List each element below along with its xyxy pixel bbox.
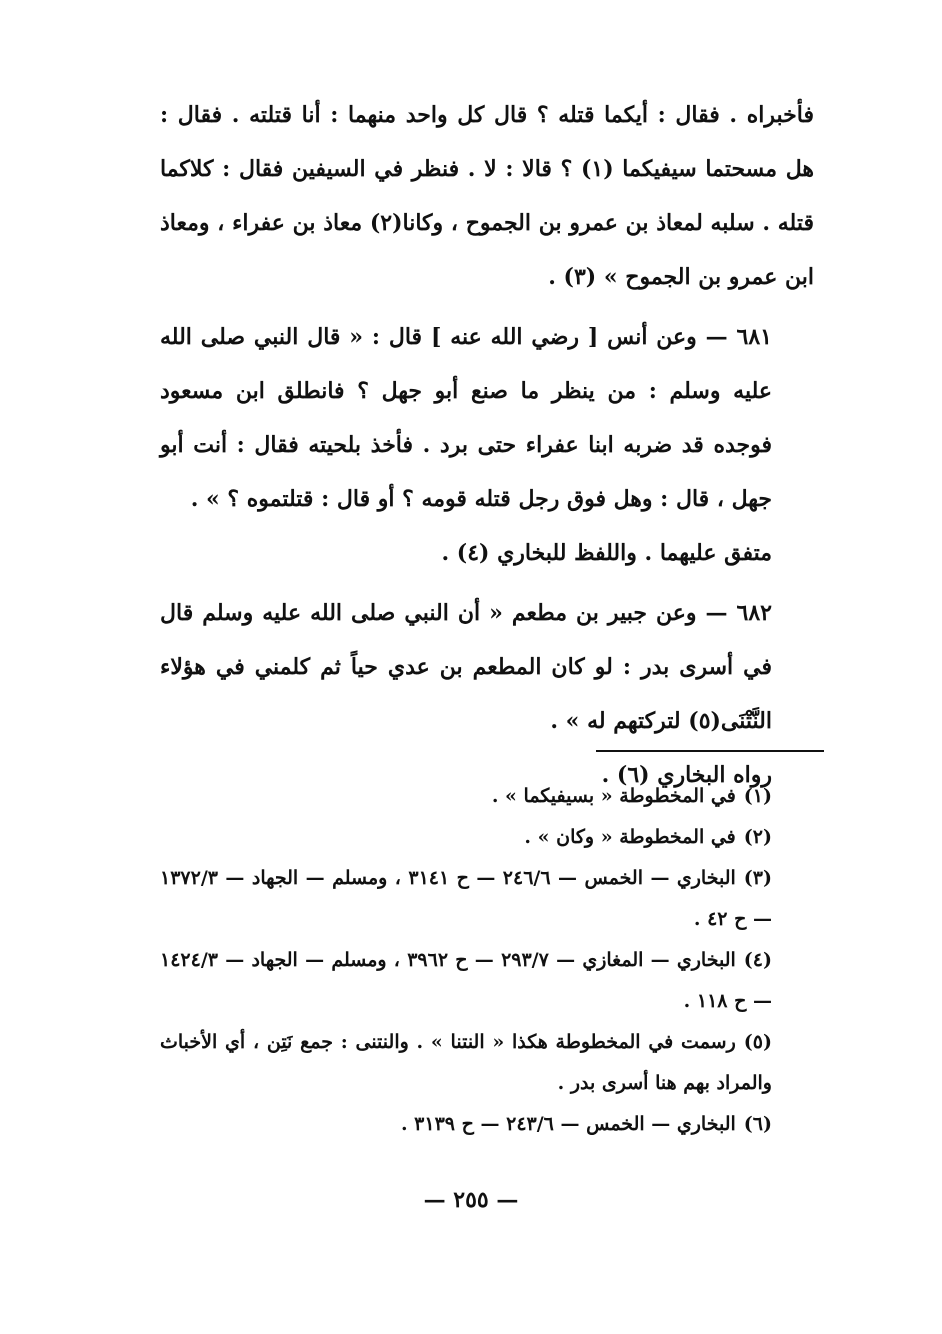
footnote-3: [160, 858, 814, 940]
attribution-681: متفق عليهما . واللفظ للبخاري (٤) .: [441, 540, 772, 566]
footnote-number: (٤): [743, 949, 773, 971]
footnote-text: رسمت في المخطوطة هكذا « النتنا » . والنتنى : جمع نَتِن ، أي الأخباث والمراد بهم هنا أسرى بدر .: [160, 1031, 772, 1094]
footnote-number: (٣): [743, 867, 773, 889]
footnote-6: [160, 1104, 814, 1145]
page-number: — ٢٥٥ —: [423, 1187, 519, 1213]
footnote-text: البخاري — الخمس — ٢٤٣/٦ — ح ٣١٣٩ .: [400, 1113, 736, 1135]
footnote-5: [160, 1022, 814, 1104]
footnote-1: [160, 776, 814, 817]
footnote-number: (١): [743, 785, 772, 807]
main-text-body: [160, 88, 814, 802]
footnote-text: في المخطوطة « وكان » .: [524, 826, 736, 848]
footnotes: [160, 776, 814, 1145]
hadith-682: ٦٨٢ — وعن جبير بن مطعم « أن النبي صلى الله عليه وسلم قال في أسرى بدر : لو كان المطعم بن عدي حياً ثم كلمني في هؤلاء النَّتْنَى(٥) لتركتهم له » .: [160, 600, 772, 734]
footnote-number: (٦): [743, 1113, 772, 1135]
footnote-text: في المخطوطة « بسيفيكما » .: [491, 785, 736, 807]
footnote-text: البخاري — الخمس — ٢٤٦/٦ — ح ٣١٤١ ، ومسلم — الجهاد — ١٣٧٢/٣ — ح ٤٢ .: [160, 867, 772, 930]
hadith-681: ٦٨١ — وعن أنس [ رضي الله عنه ] قال : « قال النبي صلى الله عليه وسلم : من ينظر ما صنع أبو جهل ؟ فانطلق ابن مسعود فوجده قد ضربه ابنا عفراء حتى برد . فأخذ بلحيته فقال : أنت أبو جهل ، قال : وهل فوق رجل قتله قومه ؟ أو قال : قتلتموه ؟ » .: [160, 324, 772, 512]
footnote-separator: [596, 750, 824, 752]
footnote-text: البخاري — المغازي — ٢٩٣/٧ — ح ٣٩٦٢ ، ومسلم — الجهاد — ١٤٢٤/٣ — ح ١١٨ .: [160, 949, 772, 1012]
footnote-4: [160, 940, 814, 1022]
footnote-2: [160, 817, 814, 858]
paragraph-continuation: فأخبراه . فقال : أيكما قتله ؟ قال كل واحد منهما : أنا قتلته . فقال : هل مسحتما سيفيكما (١) ؟ قالا : لا . فنظر في السيفين فقال : كلاكما قتله . سلبه لمعاذ بن عمرو بن الجموح ، وكانا(٢) معاذ بن عفراء ، ومعاذ ابن عمرو بن الجموح » (٣) .: [160, 102, 815, 290]
footnote-number: (٥): [743, 1031, 772, 1053]
footnote-number: (٢): [743, 826, 772, 848]
attribution-682: رواه البخاري (٦) .: [601, 762, 772, 788]
